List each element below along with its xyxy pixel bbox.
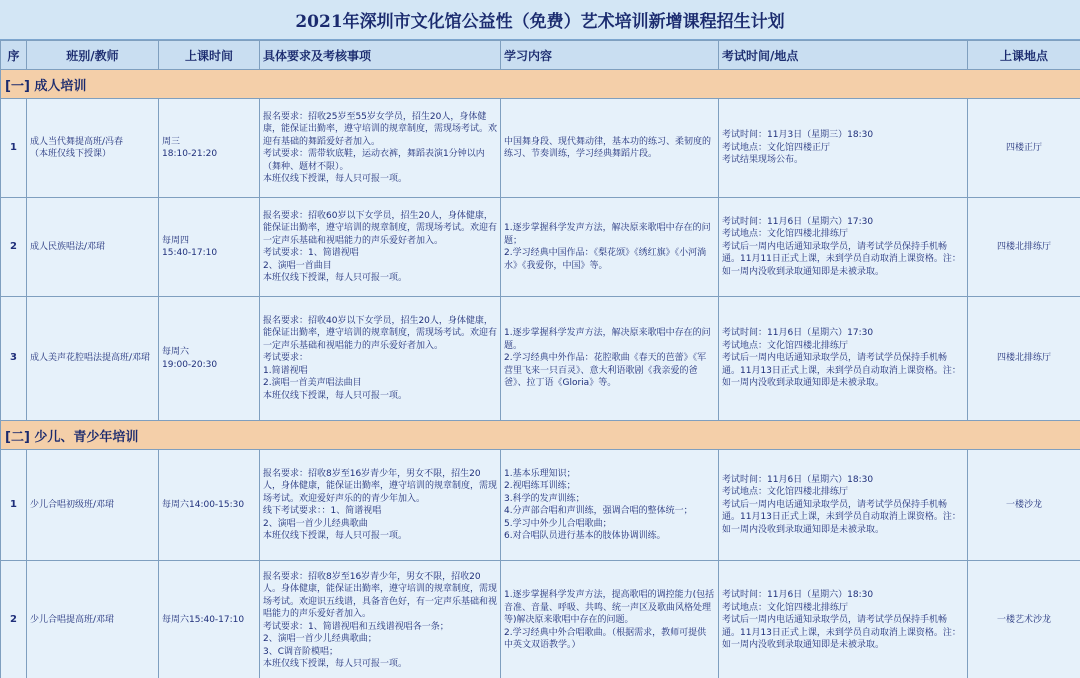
cell-location: 四楼北排练厅	[968, 297, 1080, 421]
page-title: 2021年深圳市文化馆公益性（免费）艺术培训新增课程招生计划	[0, 0, 1080, 40]
cell-requirements: 报名要求：招收60岁以下女学员，招生20人，身体健康，能保证出勤率，遵守培训的规章制度，需现场考试。欢迎有一定声乐基础和视唱能力的声乐爱好者加入。 考试要求：1、简谱视唱 2、演唱一首曲目 本班仅线下授课，每人只可报一项。	[260, 198, 501, 297]
cell-requirements: 报名要求：招收25岁至55岁女学员，招生20人，身体健康，能保证出勤率，遵守培训的规章制度，需现场考试。欢迎有基础的舞蹈爱好者加入。 考试要求：需带软底鞋，运动衣裤，舞蹈表演1分钟以内（舞种、题材不限）。 本班仅线下授课，每人只可报一项。	[260, 99, 501, 198]
cell-location: 一楼艺术沙龙	[968, 561, 1080, 678]
header-class: 班别/教师	[27, 41, 159, 70]
cell-exam: 考试时间：11月6日（星期六）17:30 考试地点：文化馆四楼北排练厅 考试后一周内电话通知录取学员，请考试学员保持手机畅通。11月13日正式上课，未到学员自动取消上课资格。注：如一周内没收到录取通知即是未被录取。	[719, 297, 968, 421]
cell-content: 1.基本乐理知识； 2.视唱练耳训练； 3.科学的发声训练； 4.分声部合唱和声训练，强调合唱的整体统一； 5.学习中外少儿合唱歌曲； 6.对合唱队员进行基本的肢体协调训练。	[501, 450, 719, 561]
header-seq: 序	[1, 41, 27, 70]
cell-location: 一楼沙龙	[968, 450, 1080, 561]
cell-time: 每周六14:00-15:30	[159, 450, 260, 561]
cell-time: 每周六15:40-17:10	[159, 561, 260, 678]
header-exam: 考试时间/地点	[719, 41, 968, 70]
cell-time: 周三 18:10-21:20	[159, 99, 260, 198]
cell-class: 成人美声花腔唱法提高班/邓珺	[27, 297, 159, 421]
table-row	[1, 198, 1080, 297]
cell-time: 每周四 15:40-17:10	[159, 198, 260, 297]
cell-exam: 考试时间：11月3日（星期三）18:30 考试地点：文化馆四楼正厅 考试结果现场公布。	[719, 99, 968, 198]
header-content: 学习内容	[501, 41, 719, 70]
section-label: [一] 成人培训	[1, 70, 1080, 99]
cell-class: 少儿合唱提高班/邓珺	[27, 561, 159, 678]
cell-content: 1.逐步掌握科学发声方法，解决原来歌唱中存在的问题。 2.学习经典中外作品：花腔歌曲《春天的芭蕾》《军营里飞来一只百灵》、意大利语歌剧《我亲爱的爸爸》、拉丁语《Gloria》等。	[501, 297, 719, 421]
section-row-youth	[1, 421, 1080, 450]
table-row	[1, 297, 1080, 421]
cell-requirements: 报名要求：招收8岁至16岁青少年，男女不限，招收20人。身体健康，能保证出勤率，遵守培训的规章制度，需现场考试。欢迎识五线谱，具备音色好，有一定声乐基础和视唱能力的声乐爱好者加入。 考试要求：1、简谱视唱和五线谱视唱各一条； 2、演唱一首少儿经典歌曲； 3、C调音阶模唱； 本班仅线下授课，每人只可报一项。	[260, 561, 501, 678]
header-time: 上课时间	[159, 41, 260, 70]
cell-exam: 考试时间：11月6日（星期六）17:30 考试地点：文化馆四楼北排练厅 考试后一周内电话通知录取学员，请考试学员保持手机畅通。11月11日正式上课，未到学员自动取消上课资格。注：如一周内没收到录取通知即是未被录取。	[719, 198, 968, 297]
cell-class: 少儿合唱初级班/邓珺	[27, 450, 159, 561]
cell-seq: 1	[1, 450, 27, 561]
section-label: [二] 少儿、青少年培训	[1, 421, 1080, 450]
table-row	[1, 561, 1080, 678]
cell-exam: 考试时间：11月6日（星期六）18:30 考试地点：文化馆四楼北排练厅 考试后一周内电话通知录取学员，请考试学员保持手机畅通。11月13日正式上课，未到学员自动取消上课资格。注：如一周内没收到录取通知即是未被录取。	[719, 561, 968, 678]
cell-location: 四楼正厅	[968, 99, 1080, 198]
cell-class: 成人民族唱法/邓珺	[27, 198, 159, 297]
cell-class: 成人当代舞提高班/冯春 （本班仅线下授课）	[27, 99, 159, 198]
cell-seq: 3	[1, 297, 27, 421]
cell-requirements: 报名要求：招收8岁至16岁青少年，男女不限，招生20人，身体健康，能保证出勤率，遵守培训的规章制度，需现场考试。欢迎爱好声乐的的青少年加入。 线下考试要求：：1、简谱视唱 2、演唱一首少儿经典歌曲 本班仅线下授课，每人只可报一项。	[260, 450, 501, 561]
cell-time: 每周六 19:00-20:30	[159, 297, 260, 421]
cell-seq: 1	[1, 99, 27, 198]
header-requirements: 具体要求及考核事项	[260, 41, 501, 70]
cell-location: 四楼北排练厅	[968, 198, 1080, 297]
course-table	[0, 40, 1080, 678]
section-row-adult	[1, 70, 1080, 99]
cell-content: 1.逐步掌握科学发声方法，解决原来歌唱中存在的问题； 2.学习经典中国作品：《梨花颂》《绣红旗》《小河淌水》《我爱你，中国》等。	[501, 198, 719, 297]
cell-exam: 考试时间：11月6日（星期六）18:30 考试地点：文化馆四楼北排练厅 考试后一周内电话通知录取学员，请考试学员保持手机畅通。11月13日正式上课，未到学员自动取消上课资格。注：如一周内没收到录取通知即是未被录取。	[719, 450, 968, 561]
cell-seq: 2	[1, 198, 27, 297]
table-row	[1, 450, 1080, 561]
header-location: 上课地点	[968, 41, 1080, 70]
cell-content: 1.逐步掌握科学发声方法，提高歌唱的调控能力(包括音准、音量、呼吸、共鸣、统一声区及歌曲风格处理等)解决原来歌唱中存在的问题。 2.学习经典中外合唱歌曲。（根据需求，教师可提供中英文双语教学。）	[501, 561, 719, 678]
cell-content: 中国舞身段、现代舞动律，基本功的练习、柔韧度的练习、节奏训练，学习经典舞蹈片段。	[501, 99, 719, 198]
cell-seq: 2	[1, 561, 27, 678]
cell-requirements: 报名要求：招收40岁以下女学员，招生20人，身体健康，能保证出勤率，遵守培训的规章制度，需现场考试。欢迎有一定声乐基础和视唱能力的声乐爱好者加入。 考试要求： 1.简谱视唱 2.演唱一首美声唱法曲目 本班仅线下授课，每人只可报一项。	[260, 297, 501, 421]
header-row	[1, 41, 1080, 70]
table-row	[1, 99, 1080, 198]
